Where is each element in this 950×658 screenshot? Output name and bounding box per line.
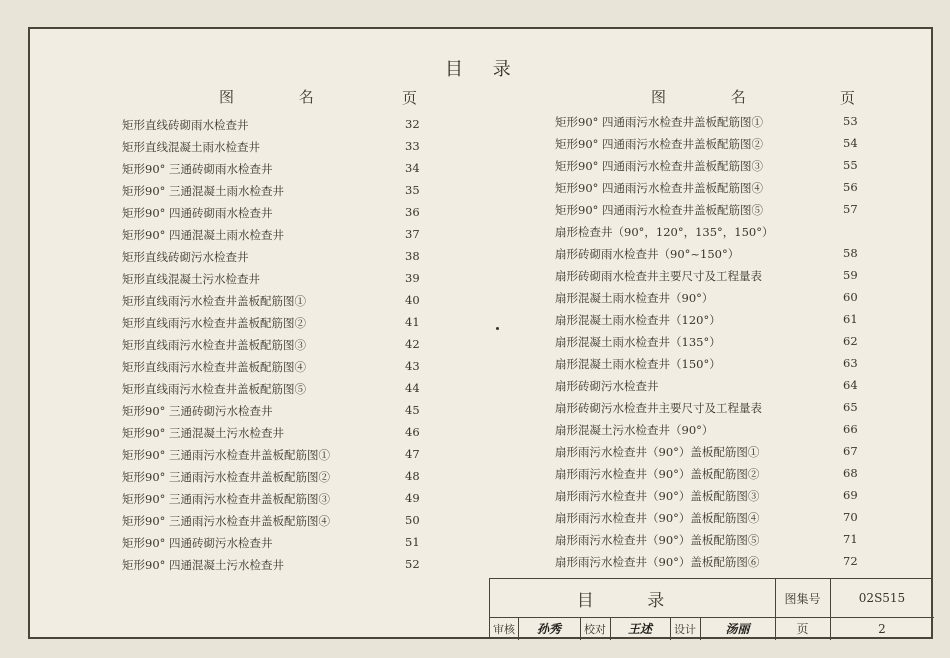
toc-row [555, 356, 873, 377]
toc-entry-name: 扇形雨污水检查井（90°）盖板配筋图⑥ [555, 555, 760, 569]
toc-entry-name: 扇形混凝土污水检查井（90°） [555, 423, 714, 437]
toc-row [122, 403, 435, 424]
toc-row [555, 400, 873, 421]
toc-entry-name: 扇形砖砌雨水检查井（90°~150°） [555, 247, 740, 261]
toc-entry-name: 矩形90° 三通砖砌雨水检查井 [122, 162, 273, 176]
toc-row [122, 535, 435, 556]
toc-row [122, 249, 435, 270]
toc-entry-page: 67 [843, 444, 858, 458]
toc-entry-page: 66 [843, 422, 858, 436]
toc-row [122, 139, 435, 160]
toc-entry-page: 38 [405, 249, 420, 263]
toc-entry-name: 扇形混凝土雨水检查井（150°） [555, 357, 721, 371]
toc-entry-page: 64 [843, 378, 858, 392]
toc-entry-name: 矩形90° 三通混凝土污水检查井 [122, 426, 285, 440]
toc-row [555, 444, 873, 465]
toc-entry-name: 矩形90° 四通混凝土污水检查井 [122, 558, 285, 572]
title-block [489, 578, 933, 639]
toc-entry-name: 矩形直线雨污水检查井盖板配筋图③ [122, 338, 306, 352]
toc-entry-page: 42 [405, 337, 420, 351]
toc-entry-name: 矩形90° 四通雨污水检查井盖板配筋图② [555, 137, 764, 151]
toc-row [122, 227, 435, 248]
check-signature: 王述 [627, 622, 652, 636]
toc-entry-name: 矩形90° 四通砖砌雨水检查井 [122, 206, 273, 220]
toc-row [555, 488, 873, 509]
toc-row [122, 183, 435, 204]
toc-entry-page: 61 [843, 312, 858, 326]
toc-row [122, 491, 435, 512]
toc-row [555, 290, 873, 311]
toc-entry-page: 58 [843, 246, 858, 260]
design-label: 设计 [674, 622, 696, 636]
toc-entry-name: 矩形直线砖砌污水检查井 [122, 250, 249, 264]
toc-entry-page: 68 [843, 466, 858, 480]
toc-entry-page: 48 [405, 469, 420, 483]
toc-entry-name: 扇形混凝土雨水检查井（135°） [555, 335, 721, 349]
toc-entry-page: 71 [843, 532, 858, 546]
toc-entry-name: 扇形混凝土雨水检查井（90°） [555, 291, 714, 305]
toc-entry-name: 矩形90° 三通雨污水检查井盖板配筋图④ [122, 514, 331, 528]
toc-row [122, 117, 435, 138]
toc-entry-name: 矩形直线混凝土雨水检查井 [122, 140, 260, 154]
toc-row [555, 268, 873, 289]
toc-entry-page: 41 [405, 315, 420, 329]
toc-row [122, 557, 435, 578]
design-signature: 汤丽 [725, 622, 750, 636]
toc-entry-name: 扇形雨污水检查井（90°）盖板配筋图④ [555, 511, 760, 525]
toc-entry-name: 矩形90° 三通雨污水检查井盖板配筋图② [122, 470, 331, 484]
toc-row [555, 422, 873, 443]
atlas-label: 图集号 [784, 591, 821, 606]
page-title: 目 录 [445, 59, 523, 80]
toc-row [555, 510, 873, 531]
toc-entry-name: 矩形90° 四通雨污水检查井盖板配筋图① [555, 115, 764, 129]
toc-row [555, 202, 873, 223]
toc-entry-name: 矩形90° 四通雨污水检查井盖板配筋图③ [555, 159, 764, 173]
toc-entry-name: 扇形砖砌雨水检查井主要尺寸及工程量表 [555, 269, 762, 283]
toc-row [122, 293, 435, 314]
left-header-page: 页 [402, 89, 418, 107]
toc-row [555, 334, 873, 355]
toc-entry-page: 63 [843, 356, 858, 370]
toc-entry-page: 49 [405, 491, 420, 505]
toc-row [555, 532, 873, 553]
left-header-name: 图 名 [219, 88, 344, 106]
toc-entry-name: 扇形砖砌污水检查井主要尺寸及工程量表 [555, 401, 762, 415]
toc-entry-page: 33 [405, 139, 420, 153]
toc-entry-page: 39 [405, 271, 420, 285]
review-label: 审核 [493, 622, 515, 636]
toc-entry-name: 矩形90° 三通混凝土雨水检查井 [122, 184, 285, 198]
toc-row [122, 513, 435, 534]
toc-entry-name: 矩形直线雨污水检查井盖板配筋图⑤ [122, 382, 306, 396]
toc-row [555, 246, 873, 267]
toc-row [555, 136, 873, 157]
page-number: 2 [878, 621, 886, 636]
toc-row [122, 425, 435, 446]
toc-entry-page: 57 [843, 202, 858, 216]
title-block-name: 目 录 [576, 590, 689, 611]
right-header-name: 图 名 [651, 88, 776, 106]
toc-row [555, 224, 873, 245]
toc-entry-page: 45 [405, 403, 420, 417]
toc-entry-name: 矩形直线雨污水检查井盖板配筋图② [122, 316, 306, 330]
toc-entry-name: 矩形直线雨污水检查井盖板配筋图④ [122, 360, 306, 374]
toc-entry-name: 扇形检查井（90°，120°，135°，150°） [555, 225, 774, 239]
toc-row [122, 161, 435, 182]
toc-entry-name: 矩形直线混凝土污水检查井 [122, 272, 260, 286]
toc-row [122, 205, 435, 226]
toc-entry-name: 扇形雨污水检查井（90°）盖板配筋图① [555, 445, 760, 459]
toc-entry-page: 62 [843, 334, 858, 348]
toc-entry-page: 34 [405, 161, 420, 175]
toc-entry-page: 32 [405, 117, 420, 131]
toc-entry-page: 70 [843, 510, 858, 524]
toc-entry-page: 72 [843, 554, 858, 568]
toc-entry-page: 59 [843, 268, 858, 282]
toc-entry-page: 52 [405, 557, 420, 571]
toc-entry-name: 扇形雨污水检查井（90°）盖板配筋图⑤ [555, 533, 760, 547]
toc-entry-page: 40 [405, 293, 420, 307]
toc-entry-page: 50 [405, 513, 420, 527]
toc-entry-name: 矩形直线砖砌雨水检查井 [122, 118, 249, 132]
toc-entry-page: 54 [843, 136, 858, 150]
toc-row [122, 315, 435, 336]
toc-entry-page: 60 [843, 290, 858, 304]
toc-entry-name: 矩形直线雨污水检查井盖板配筋图① [122, 294, 306, 308]
speck [496, 327, 499, 330]
toc-entry-page: 56 [843, 180, 858, 194]
toc-entry-page: 43 [405, 359, 420, 373]
review-signature: 孙秀 [536, 622, 561, 636]
toc-entry-page: 36 [405, 205, 420, 219]
toc-entry-page: 69 [843, 488, 858, 502]
toc-entry-name: 扇形砖砌污水检查井 [555, 379, 659, 393]
toc-row [555, 180, 873, 201]
right-header-page: 页 [840, 89, 856, 107]
toc-entry-name: 扇形雨污水检查井（90°）盖板配筋图② [555, 467, 760, 481]
toc-entry-name: 扇形混凝土雨水检查井（120°） [555, 313, 721, 327]
toc-entry-page: 65 [843, 400, 858, 414]
toc-row [122, 469, 435, 490]
toc-row [555, 466, 873, 487]
toc-entry-page: 55 [843, 158, 858, 172]
toc-entry-name: 矩形90° 四通雨污水检查井盖板配筋图⑤ [555, 203, 764, 217]
toc-entry-page: 47 [405, 447, 420, 461]
atlas-number: 02S515 [858, 591, 906, 605]
toc-entry-name: 矩形90° 三通雨污水检查井盖板配筋图③ [122, 492, 331, 506]
toc-entry-page: 46 [405, 425, 420, 439]
toc-entry-page: 37 [405, 227, 420, 241]
toc-row [122, 447, 435, 468]
toc-row [555, 158, 873, 179]
toc-entry-name: 矩形90° 四通雨污水检查井盖板配筋图④ [555, 181, 764, 195]
toc-row [555, 554, 873, 575]
toc-entry-page: 44 [405, 381, 420, 395]
toc-entry-page: 51 [405, 535, 420, 549]
toc-row [122, 271, 435, 292]
toc-entry-name: 矩形90° 四通砖砌污水检查井 [122, 536, 273, 550]
toc-entry-page: 53 [843, 114, 858, 128]
toc-row [555, 312, 873, 333]
toc-row [555, 114, 873, 135]
check-label: 校对 [584, 622, 606, 636]
toc-row [122, 381, 435, 402]
toc-entry-name: 矩形90° 四通混凝土雨水检查井 [122, 228, 285, 242]
toc-row [555, 378, 873, 399]
toc-entry-name: 矩形90° 三通雨污水检查井盖板配筋图① [122, 448, 331, 462]
toc-entry-page: 35 [405, 183, 420, 197]
toc-row [122, 337, 435, 358]
toc-row [122, 359, 435, 380]
toc-entry-name: 扇形雨污水检查井（90°）盖板配筋图③ [555, 489, 760, 503]
page-label: 页 [796, 622, 809, 636]
toc-entry-name: 矩形90° 三通砖砌污水检查井 [122, 404, 273, 418]
